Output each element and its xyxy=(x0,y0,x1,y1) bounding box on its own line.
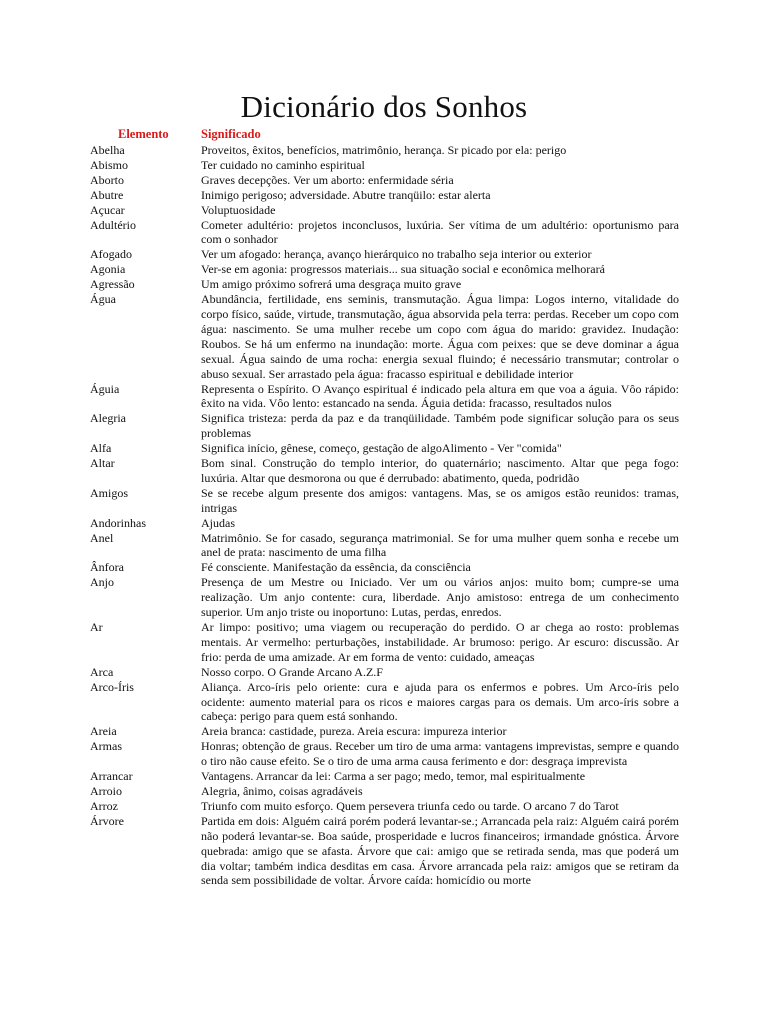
entry-term: Arrancar xyxy=(90,769,133,784)
dictionary-entry xyxy=(0,724,768,739)
entry-term: Alegria xyxy=(90,411,126,426)
entry-term: Adultério xyxy=(90,217,136,232)
entry-definition: Ar limpo: positivo; uma viagem ou recuperação do perdido. O ar chega ao rosto: problemas mentais. Ar vermelho: perturbações, instabilidade. Ar brumoso: perigo. Ar escuro: discussão. Ar frio: perda de uma amizade. Ar em forma de vento: cuidado, ameaças xyxy=(201,620,679,664)
entry-definition: Bom sinal. Construção do templo interior, do quaternário; nascimento. Altar que pega fogo: luxúria. Altar que desmorona ou que é derrubado: abatimento, queda, podridão xyxy=(201,456,679,485)
dictionary-entry xyxy=(0,799,768,814)
entry-term: Águia xyxy=(90,381,120,396)
dictionary-entry xyxy=(0,158,768,173)
dictionary-entry xyxy=(0,247,768,262)
entry-term: Abelha xyxy=(90,143,125,157)
dictionary-entry xyxy=(0,262,768,277)
entry-term: Agressão xyxy=(90,277,135,292)
entry-term: Areia xyxy=(90,724,117,739)
column-header-meaning: Significado xyxy=(201,127,261,141)
entry-definition: Vantagens. Arrancar da lei: Carma a ser pago; medo, temor, mal espiritualmente xyxy=(201,769,586,784)
entry-term: Abismo xyxy=(90,157,129,172)
entry-term: Ar xyxy=(90,620,103,634)
entry-definition: Se se recebe algum presente dos amigos: vantagens. Mas, se os amigos estão reunidos: tramas, intrigas xyxy=(201,485,679,515)
dictionary-entry xyxy=(0,784,768,799)
entry-definition: Fé consciente. Manifestação da essência, da consciência xyxy=(201,560,471,575)
entry-definition: Triunfo com muito esforço. Quem persevera triunfa cedo ou tarde. O arcano 7 do Tarot xyxy=(201,798,619,813)
entry-definition: Aliança. Arco-íris pelo oriente: cura e ajuda para os enfermos e pobres. Um Arco-íris pelo ocidente: aumento material para os ricos e maiores cargas para os demais. Um arco-íris sobre a cabeça: perigo para quem está sonhando. xyxy=(201,679,679,724)
entry-term: Aborto xyxy=(90,172,124,187)
entry-definition: Matrimônio. Se for casado, segurança matrimonial. Se for uma mulher quem sonha e recebe um anel de prata: nascimento de uma filha xyxy=(201,530,679,560)
entry-definition: Proveitos, êxitos, benefícios, matrimônio, herança. Sr picado por ela: perigo xyxy=(201,143,567,157)
dictionary-entry xyxy=(0,665,768,680)
entry-definition: Significa tristeza: perda da paz e da tranqüilidade. Também pode significar solução para os seus problemas xyxy=(201,411,679,441)
entry-definition: Voluptuosidade xyxy=(201,202,276,217)
entry-term: Arroio xyxy=(90,783,122,798)
entry-term: Andorinhas xyxy=(90,515,146,530)
dictionary-entry xyxy=(0,620,768,665)
dictionary-entry xyxy=(0,218,768,248)
entry-term: Ânfora xyxy=(90,560,124,575)
dictionary-entry xyxy=(0,814,768,889)
dictionary-entry xyxy=(0,680,768,725)
entry-definition: Presença de um Mestre ou Iniciado. Ver um ou vários anjos: muito bom; cumpre-se uma realização. Um anjo contente: cura, liberdade. Anjo amistoso: entrega de um conhecimento superior. Um anjo triste ou inoportuno: Lutas, perdas, enredos. xyxy=(201,575,679,620)
dictionary-entry xyxy=(0,411,768,441)
entry-term: Água xyxy=(90,292,116,307)
entry-term: Abutre xyxy=(90,187,124,202)
entry-term: Anjo xyxy=(90,575,114,590)
entry-definition: Honras; obtenção de graus. Receber um tiro de uma arma: vantagens imprevistas, sempre e quando o tiro não cause efeito. Se o tiro de uma arma causa ferimento e dor: desgraça imprevista xyxy=(201,739,679,769)
dictionary-entry xyxy=(0,456,768,486)
entry-definition: Abundância, fertilidade, ens seminis, transmutação. Água limpa: Logos interno, vitalidade do corpo físico, saúde, virtude, transmutação, água absorvida pela terra: perdas. Receber um copo com água: nascimento. Se uma mulher recebe um copo com água do marido: gravidez. Inudação: Roubos. Se há um enfermo na inundação: morte. Água com peixes: que se deve dominar a água sexual. Água saindo de uma rocha: energia sexual fluindo; é necessário transmutar; controlar o abuso sexual. Ser arrastado pela água: fracasso espiritual e debilidade interior xyxy=(201,292,679,381)
dictionary-entry xyxy=(0,292,768,381)
dictionary-entry xyxy=(0,769,768,784)
entry-term: Açucar xyxy=(90,202,125,217)
entry-definition: Cometer adultério: projetos inconclusos, luxúria. Ser vítima de um adultério: oportunismo para com o sonhador xyxy=(201,217,679,247)
entry-definition: Partida em dois: Alguém cairá porém poderá levantar-se.; Arrancada pela raiz: Alguém cairá porém não poderá levantar-se. Boa saúde, prosperidade e lucros financeiros; irmandade gnóstica. Árvore quebrada: amigo que se afasta. Árvore que cai: amigo que se retirada senda, mas que poderá um dia voltar; também indica desditas em casa. Árvore arrancada pela raiz: amigos que se retiram da senda sem possibilidade de voltar. Árvore caída: homicídio ou morte xyxy=(201,813,679,888)
column-header-element: Elemento xyxy=(118,127,169,141)
dictionary-entry xyxy=(0,203,768,218)
dictionary-entry xyxy=(0,143,768,158)
entry-definition: Representa o Espírito. O Avanço espiritual é indicado pela altura em que voa a águia. Vôo rápido: êxito na vida. Vôo lento: estancado na senda. Águia detida: fracasso, resultados nulos xyxy=(201,381,679,411)
entry-term: Afogado xyxy=(90,247,132,262)
dictionary-entry xyxy=(0,382,768,412)
page-title: Dicionário dos Sonhos xyxy=(240,89,528,124)
entry-definition: Ajudas xyxy=(201,515,235,530)
dictionary-list xyxy=(0,143,768,888)
dictionary-entry xyxy=(0,531,768,561)
entry-term: Armas xyxy=(90,739,122,754)
entry-definition: Alegria, ânimo, coisas agradáveis xyxy=(201,783,363,798)
entry-term: Agonia xyxy=(90,262,126,277)
entry-term: Amigos xyxy=(90,485,129,500)
entry-definition: Ver-se em agonia: progressos materiais... sua situação social e econômica melhorará xyxy=(201,262,605,277)
entry-term: Arca xyxy=(90,664,114,679)
entry-term: Alfa xyxy=(90,441,112,456)
entry-definition: Ver um afogado: herança, avanço hierárquico no trabalho seja interior ou exterior xyxy=(201,247,592,262)
entry-term: Árvore xyxy=(90,813,124,828)
entry-definition: Nosso corpo. O Grande Arcano A.Z.F xyxy=(201,664,383,679)
dictionary-entry xyxy=(0,486,768,516)
dictionary-entry xyxy=(0,173,768,188)
entry-definition: Inimigo perigoso; adversidade. Abutre tranqüilo: estar alerta xyxy=(201,187,491,202)
entry-definition: Ter cuidado no caminho espiritual xyxy=(201,157,365,172)
entry-term: Arroz xyxy=(90,798,118,813)
entry-definition: Graves decepções. Ver um aborto: enfermidade séria xyxy=(201,172,454,187)
dictionary-entry xyxy=(0,575,768,620)
entry-term: Anel xyxy=(90,530,114,545)
dictionary-entry xyxy=(0,188,768,203)
entry-definition: Areia branca: castidade, pureza. Areia escura: impureza interior xyxy=(201,724,507,739)
entry-definition: Um amigo próximo sofrerá uma desgraça muito grave xyxy=(201,277,462,292)
dictionary-entry xyxy=(0,560,768,575)
entry-definition: Significa início, gênese, começo, gestação de algoAlimento - Ver "comida" xyxy=(201,441,562,456)
dictionary-entry xyxy=(0,277,768,292)
dictionary-entry xyxy=(0,441,768,456)
entry-term: Altar xyxy=(90,456,115,471)
dictionary-entry xyxy=(0,739,768,769)
dictionary-entry xyxy=(0,516,768,531)
entry-term: Arco-Íris xyxy=(90,679,134,694)
